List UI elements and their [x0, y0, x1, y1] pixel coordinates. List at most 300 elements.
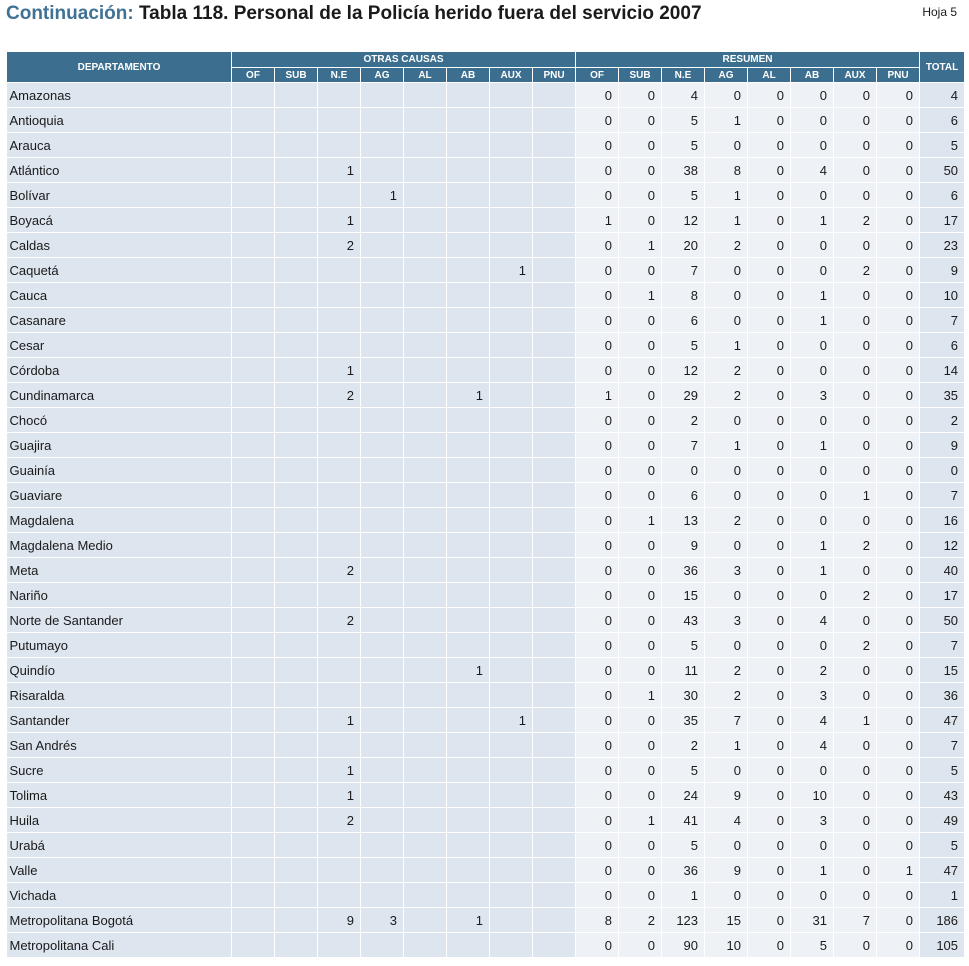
otras-causas-cell [232, 708, 275, 733]
otras-causas-cell [318, 658, 361, 683]
otras-causas-cell [275, 808, 318, 833]
resumen-cell: 2 [834, 633, 877, 658]
otras-causas-cell [275, 858, 318, 883]
otras-causas-cell [404, 733, 447, 758]
resumen-cell: 0 [619, 608, 662, 633]
otras-causas-cell [232, 583, 275, 608]
otras-causas-cell [232, 433, 275, 458]
department-name: Valle [7, 858, 232, 883]
table-row [7, 83, 965, 108]
resumen-cell: 20 [662, 233, 705, 258]
otras-causas-cell [361, 508, 404, 533]
otras-causas-cell [232, 933, 275, 958]
otras-causas-cell [232, 208, 275, 233]
otras-causas-cell [533, 608, 576, 633]
resumen-cell: 30 [662, 683, 705, 708]
table-row [7, 758, 965, 783]
otras-causas-cell [361, 858, 404, 883]
otras-causas-cell [490, 483, 533, 508]
otras-causas-cell [447, 933, 490, 958]
resumen-cell: 0 [877, 433, 920, 458]
header-otras-causas: OTRAS CAUSAS [232, 52, 576, 68]
resumen-cell: 0 [619, 458, 662, 483]
resumen-cell: 11 [662, 658, 705, 683]
department-name: Cesar [7, 333, 232, 358]
department-name: Urabá [7, 833, 232, 858]
otras-causas-cell [232, 333, 275, 358]
otras-causas-cell [404, 233, 447, 258]
total-cell: 36 [920, 683, 965, 708]
otras-causas-cell [275, 483, 318, 508]
resumen-cell: 0 [877, 233, 920, 258]
resumen-cell: 0 [576, 883, 619, 908]
resumen-cell: 0 [834, 383, 877, 408]
resumen-cell: 1 [791, 283, 834, 308]
resumen-cell: 0 [619, 583, 662, 608]
otras-causas-cell [232, 608, 275, 633]
total-cell: 9 [920, 433, 965, 458]
otras-causas-cell [533, 908, 576, 933]
resumen-cell: 0 [748, 558, 791, 583]
table-row [7, 808, 965, 833]
resumen-cell: 6 [662, 308, 705, 333]
otras-causas-cell [361, 608, 404, 633]
otras-causas-cell [490, 558, 533, 583]
department-name: Huila [7, 808, 232, 833]
resumen-cell: 0 [791, 508, 834, 533]
otras-causas-cell [404, 308, 447, 333]
otras-causas-cell [361, 558, 404, 583]
otras-causas-cell [490, 133, 533, 158]
otras-causas-cell [490, 533, 533, 558]
department-name: Vichada [7, 883, 232, 908]
otras-causas-cell [490, 183, 533, 208]
otras-causas-cell [232, 358, 275, 383]
resumen-cell: 12 [662, 208, 705, 233]
resumen-cell: 0 [576, 483, 619, 508]
department-name: Metropolitana Cali [7, 933, 232, 958]
otras-causas-cell [275, 133, 318, 158]
otras-causas-cell [404, 608, 447, 633]
department-name: Putumayo [7, 633, 232, 658]
otras-causas-cell [275, 933, 318, 958]
total-cell: 6 [920, 333, 965, 358]
resumen-cell: 5 [662, 758, 705, 783]
resumen-cell: 0 [576, 658, 619, 683]
resumen-cell: 0 [576, 108, 619, 133]
otras-causas-cell [533, 583, 576, 608]
otras-causas-cell [533, 883, 576, 908]
total-cell: 6 [920, 108, 965, 133]
subheader-oc-ne: N.E [318, 68, 361, 83]
otras-causas-cell [275, 583, 318, 608]
otras-causas-cell [232, 658, 275, 683]
otras-causas-cell [404, 908, 447, 933]
otras-causas-cell [232, 733, 275, 758]
otras-causas-cell [533, 208, 576, 233]
otras-causas-cell [275, 458, 318, 483]
otras-causas-cell [404, 108, 447, 133]
otras-causas-cell [533, 83, 576, 108]
resumen-cell: 0 [705, 483, 748, 508]
total-cell: 35 [920, 383, 965, 408]
otras-causas-cell [232, 783, 275, 808]
resumen-cell: 0 [619, 383, 662, 408]
resumen-cell: 0 [877, 608, 920, 633]
resumen-cell: 0 [877, 533, 920, 558]
otras-causas-cell [361, 358, 404, 383]
otras-causas-cell [533, 408, 576, 433]
resumen-cell: 4 [791, 733, 834, 758]
resumen-cell: 9 [705, 783, 748, 808]
table-row [7, 333, 965, 358]
otras-causas-cell [275, 633, 318, 658]
subheader-rs-al: AL [748, 68, 791, 83]
resumen-cell: 0 [619, 733, 662, 758]
resumen-cell: 1 [791, 558, 834, 583]
resumen-cell: 0 [748, 283, 791, 308]
resumen-cell: 0 [748, 783, 791, 808]
table-row [7, 433, 965, 458]
resumen-cell: 0 [748, 683, 791, 708]
resumen-cell: 43 [662, 608, 705, 633]
resumen-cell: 0 [748, 133, 791, 158]
otras-causas-cell: 2 [318, 558, 361, 583]
resumen-cell: 0 [748, 858, 791, 883]
otras-causas-cell [447, 158, 490, 183]
otras-causas-cell [232, 833, 275, 858]
table-title: Tabla 118. Personal de la Policía herido fuera del servicio 2007 [138, 3, 702, 24]
resumen-cell: 4 [705, 808, 748, 833]
resumen-cell: 0 [748, 408, 791, 433]
otras-causas-cell [447, 833, 490, 858]
otras-causas-cell [533, 308, 576, 333]
subheader-oc-sub: SUB [275, 68, 318, 83]
otras-causas-cell [232, 533, 275, 558]
resumen-cell: 0 [877, 133, 920, 158]
table-row [7, 508, 965, 533]
resumen-cell: 0 [576, 133, 619, 158]
resumen-cell: 0 [834, 283, 877, 308]
otras-causas-cell [404, 258, 447, 283]
department-name: Casanare [7, 308, 232, 333]
resumen-cell: 0 [877, 383, 920, 408]
resumen-cell: 0 [619, 158, 662, 183]
total-cell: 23 [920, 233, 965, 258]
resumen-cell: 0 [748, 208, 791, 233]
resumen-cell: 0 [619, 758, 662, 783]
resumen-cell: 0 [748, 758, 791, 783]
otras-causas-cell [404, 208, 447, 233]
otras-causas-cell [533, 333, 576, 358]
otras-causas-cell: 2 [318, 808, 361, 833]
otras-causas-cell [275, 683, 318, 708]
resumen-cell: 0 [834, 833, 877, 858]
resumen-cell: 3 [791, 683, 834, 708]
table-row [7, 708, 965, 733]
resumen-cell: 0 [834, 508, 877, 533]
resumen-cell: 0 [705, 283, 748, 308]
resumen-cell: 0 [619, 308, 662, 333]
table-row [7, 658, 965, 683]
subheader-rs-sub: SUB [619, 68, 662, 83]
table-row [7, 308, 965, 333]
otras-causas-cell [404, 133, 447, 158]
resumen-cell: 7 [834, 908, 877, 933]
resumen-cell: 0 [619, 258, 662, 283]
resumen-cell: 3 [705, 558, 748, 583]
otras-causas-cell [318, 283, 361, 308]
total-cell: 7 [920, 733, 965, 758]
resumen-cell: 0 [748, 933, 791, 958]
table-row [7, 883, 965, 908]
resumen-cell: 36 [662, 858, 705, 883]
otras-causas-cell [404, 633, 447, 658]
resumen-cell: 0 [791, 408, 834, 433]
resumen-cell: 0 [705, 408, 748, 433]
resumen-cell: 0 [834, 308, 877, 333]
otras-causas-cell [275, 883, 318, 908]
otras-causas-cell [490, 233, 533, 258]
table-row [7, 408, 965, 433]
resumen-cell: 0 [877, 458, 920, 483]
resumen-cell: 0 [834, 733, 877, 758]
otras-causas-cell [533, 808, 576, 833]
resumen-cell: 0 [834, 158, 877, 183]
resumen-cell: 12 [662, 358, 705, 383]
otras-causas-cell [275, 608, 318, 633]
total-cell: 40 [920, 558, 965, 583]
otras-causas-cell [275, 558, 318, 583]
otras-causas-cell [404, 283, 447, 308]
resumen-cell: 0 [619, 533, 662, 558]
otras-causas-cell [404, 708, 447, 733]
resumen-cell: 0 [877, 483, 920, 508]
otras-causas-cell [361, 433, 404, 458]
resumen-cell: 0 [834, 408, 877, 433]
otras-causas-cell [533, 683, 576, 708]
otras-causas-cell [275, 158, 318, 183]
otras-causas-cell [404, 158, 447, 183]
resumen-cell: 0 [834, 433, 877, 458]
department-name: Arauca [7, 133, 232, 158]
department-name: Caquetá [7, 258, 232, 283]
resumen-cell: 0 [705, 83, 748, 108]
subheader-oc-al: AL [404, 68, 447, 83]
resumen-cell: 0 [834, 808, 877, 833]
resumen-cell: 0 [619, 483, 662, 508]
resumen-cell: 0 [619, 358, 662, 383]
otras-causas-cell [533, 508, 576, 533]
resumen-cell: 0 [877, 883, 920, 908]
resumen-cell: 0 [834, 683, 877, 708]
resumen-cell: 0 [576, 258, 619, 283]
otras-causas-cell [447, 108, 490, 133]
otras-causas-cell [490, 108, 533, 133]
resumen-cell: 0 [877, 308, 920, 333]
otras-causas-cell [404, 508, 447, 533]
otras-causas-cell [533, 633, 576, 658]
otras-causas-cell [533, 183, 576, 208]
resumen-cell: 1 [662, 883, 705, 908]
resumen-cell: 1 [705, 733, 748, 758]
total-cell: 5 [920, 758, 965, 783]
otras-causas-cell [447, 333, 490, 358]
resumen-cell: 0 [877, 758, 920, 783]
otras-causas-cell: 1 [318, 708, 361, 733]
otras-causas-cell [404, 533, 447, 558]
resumen-cell: 0 [576, 783, 619, 808]
department-name: Norte de Santander [7, 608, 232, 633]
department-name: Guajira [7, 433, 232, 458]
otras-causas-cell [232, 308, 275, 333]
resumen-cell: 2 [705, 233, 748, 258]
resumen-cell: 1 [791, 208, 834, 233]
resumen-cell: 0 [705, 583, 748, 608]
resumen-cell: 6 [662, 483, 705, 508]
resumen-cell: 2 [834, 583, 877, 608]
otras-causas-cell [533, 108, 576, 133]
otras-causas-cell [361, 633, 404, 658]
resumen-cell: 1 [576, 208, 619, 233]
resumen-cell: 0 [748, 908, 791, 933]
resumen-cell: 0 [576, 808, 619, 833]
resumen-cell: 0 [576, 583, 619, 608]
otras-causas-cell [275, 508, 318, 533]
resumen-cell: 1 [791, 308, 834, 333]
department-name: Córdoba [7, 358, 232, 383]
resumen-cell: 5 [662, 833, 705, 858]
otras-causas-cell: 1 [447, 658, 490, 683]
total-cell: 2 [920, 408, 965, 433]
resumen-cell: 0 [576, 833, 619, 858]
otras-causas-cell [232, 458, 275, 483]
otras-causas-cell [275, 183, 318, 208]
total-cell: 5 [920, 833, 965, 858]
otras-causas-cell [404, 758, 447, 783]
resumen-cell: 0 [791, 583, 834, 608]
table-row [7, 533, 965, 558]
resumen-cell: 5 [662, 108, 705, 133]
otras-causas-cell [490, 883, 533, 908]
department-name: Nariño [7, 583, 232, 608]
resumen-cell: 0 [834, 883, 877, 908]
resumen-cell: 8 [576, 908, 619, 933]
subheader-rs-pnu: PNU [877, 68, 920, 83]
otras-causas-cell [447, 783, 490, 808]
otras-causas-cell: 1 [490, 708, 533, 733]
total-cell: 105 [920, 933, 965, 958]
resumen-cell: 1 [791, 433, 834, 458]
resumen-cell: 13 [662, 508, 705, 533]
table-row [7, 733, 965, 758]
otras-causas-cell [404, 183, 447, 208]
total-cell: 15 [920, 658, 965, 683]
resumen-cell: 0 [834, 933, 877, 958]
resumen-cell: 0 [748, 533, 791, 558]
table-row [7, 633, 965, 658]
table-row [7, 583, 965, 608]
resumen-cell: 0 [791, 758, 834, 783]
table-row [7, 283, 965, 308]
total-cell: 17 [920, 208, 965, 233]
otras-causas-cell: 2 [318, 383, 361, 408]
otras-causas-cell [533, 758, 576, 783]
otras-causas-cell [232, 908, 275, 933]
resumen-cell: 10 [791, 783, 834, 808]
otras-causas-cell [232, 158, 275, 183]
otras-causas-cell [275, 83, 318, 108]
otras-causas-cell [404, 358, 447, 383]
total-cell: 12 [920, 533, 965, 558]
resumen-cell: 0 [619, 183, 662, 208]
department-name: Santander [7, 708, 232, 733]
table-row [7, 133, 965, 158]
resumen-cell: 0 [705, 833, 748, 858]
resumen-cell: 1 [834, 483, 877, 508]
otras-causas-cell [232, 233, 275, 258]
otras-causas-cell [361, 808, 404, 833]
header-total: TOTAL [920, 52, 965, 83]
otras-causas-cell [533, 833, 576, 858]
total-cell: 50 [920, 158, 965, 183]
otras-causas-cell [275, 758, 318, 783]
total-cell: 6 [920, 183, 965, 208]
otras-causas-cell [447, 408, 490, 433]
resumen-cell: 1 [877, 858, 920, 883]
otras-causas-cell [404, 408, 447, 433]
otras-causas-cell [533, 858, 576, 883]
otras-causas-cell [447, 758, 490, 783]
resumen-cell: 0 [877, 408, 920, 433]
total-cell: 10 [920, 283, 965, 308]
otras-causas-cell [275, 283, 318, 308]
total-cell: 47 [920, 858, 965, 883]
otras-causas-cell [318, 533, 361, 558]
resumen-cell: 2 [662, 733, 705, 758]
total-cell: 47 [920, 708, 965, 733]
otras-causas-cell [490, 858, 533, 883]
department-name: Antioquia [7, 108, 232, 133]
resumen-cell: 0 [748, 183, 791, 208]
resumen-cell: 0 [877, 683, 920, 708]
resumen-cell: 15 [662, 583, 705, 608]
resumen-cell: 0 [748, 508, 791, 533]
otras-causas-cell [232, 183, 275, 208]
resumen-cell: 3 [705, 608, 748, 633]
resumen-cell: 0 [834, 183, 877, 208]
resumen-cell: 0 [705, 133, 748, 158]
resumen-cell: 0 [748, 233, 791, 258]
otras-causas-cell [404, 483, 447, 508]
resumen-cell: 4 [791, 608, 834, 633]
department-name: Amazonas [7, 83, 232, 108]
resumen-cell: 0 [791, 183, 834, 208]
otras-causas-cell [447, 483, 490, 508]
otras-causas-cell [318, 333, 361, 358]
resumen-cell: 31 [791, 908, 834, 933]
otras-causas-cell [361, 158, 404, 183]
resumen-cell: 0 [576, 558, 619, 583]
otras-causas-cell [275, 533, 318, 558]
resumen-cell: 4 [791, 158, 834, 183]
otras-causas-cell [404, 458, 447, 483]
resumen-cell: 36 [662, 558, 705, 583]
resumen-cell: 0 [748, 633, 791, 658]
otras-causas-cell [447, 683, 490, 708]
resumen-cell: 1 [619, 283, 662, 308]
otras-causas-cell [275, 658, 318, 683]
